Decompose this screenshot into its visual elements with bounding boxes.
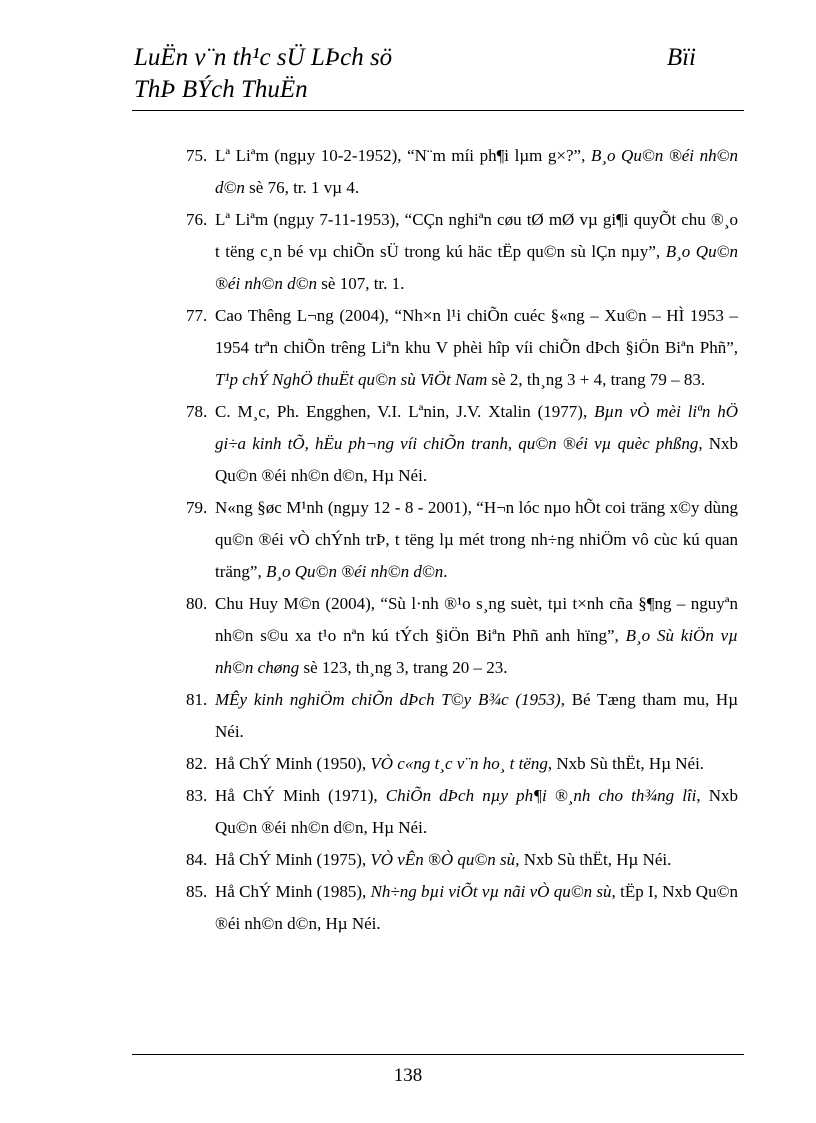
reference-text xyxy=(215,204,738,300)
reference-segment: Hå ChÝ Minh (1971), xyxy=(215,786,386,805)
reference-text xyxy=(215,492,738,588)
reference-item xyxy=(186,300,738,396)
reference-item xyxy=(186,844,738,876)
reference-number: 84. xyxy=(186,850,208,869)
reference-list xyxy=(186,140,738,940)
reference-title: B¸o Sù kiÖn vµ nh©n chøng xyxy=(215,626,738,677)
reference-segment: Lª Liªm (ngµy 10-2-1952), “N¨m míi ph¶i lµm g×?”, xyxy=(215,146,591,165)
reference-item xyxy=(186,684,738,748)
reference-title: MÊy kinh nghiÖm chiÕn dÞch T©y B¾c (1953) xyxy=(215,690,561,709)
reference-text xyxy=(215,748,738,780)
reference-segment: sè 76, tr. 1 vµ 4. xyxy=(244,178,360,197)
reference-title: T¹p chÝ NghÖ thuËt qu©n sù ViÖt Nam xyxy=(215,370,488,389)
reference-title: VÒ vÊn ®Ò qu©n sù xyxy=(370,850,516,869)
footer-rule xyxy=(132,1054,744,1055)
reference-text xyxy=(215,588,738,684)
reference-text xyxy=(215,780,738,844)
reference-segment: N«ng §øc M¹nh (ngµy 12 - 8 - 2001), “H¬n lóc nµo hÕt coi träng x©y dùng qu©n ®éi vÒ chÝnh trÞ, t tëng lµ mét trong nh÷ng nhiÖm vô cùc kú quan träng”, xyxy=(215,498,738,581)
page-header xyxy=(132,40,744,110)
reference-item xyxy=(186,492,738,588)
reference-item xyxy=(186,396,738,492)
reference-number: 81. xyxy=(186,690,208,709)
reference-segment: , tËp I, Nxb Qu©n ®éi nh©n d©n, Hµ Néi. xyxy=(215,882,738,933)
reference-segment: Hå ChÝ Minh (1950), xyxy=(215,754,371,773)
header-author-name: ThÞ BÝch ThuËn xyxy=(134,76,308,103)
reference-title: Nh÷ng bµi viÕt vµ nãi vÒ qu©n sù xyxy=(370,882,612,901)
reference-text xyxy=(215,300,738,396)
reference-number: 79. xyxy=(186,498,208,517)
reference-segment: , Nxb Sù thËt, Hµ Néi. xyxy=(547,754,705,773)
reference-item xyxy=(186,588,738,684)
reference-segment: Lª Liªm (ngµy 7-11-1953), “CÇn nghiªn cøu tØ mØ vµ gi¶i quyÕt chu ®¸o t tëng c¸n bé vµ chiÕn sÜ trong kú häc tËp qu©n sù lÇn nµy”, xyxy=(215,210,738,261)
reference-segment: . xyxy=(443,562,448,581)
reference-segment: C. M¸c, Ph. Engghen, V.I. Lªnin, J.V. Xtalin (1977), xyxy=(215,402,595,421)
header-title: LuËn v¨n th¹c sÜ LÞch sö xyxy=(134,44,393,71)
reference-segment: Cao Thêng L¬ng (2004), “Nh×n l¹i chiÕn cuéc §«ng – Xu©n – HÌ 1953 – 1954 trªn chiÕn trêng Liªn khu V phèi hîp víi chiÕn dÞch §iÖn Biªn Phñ”, xyxy=(215,306,738,357)
reference-segment: , Nxb Sù thËt, Hµ Néi. xyxy=(515,850,672,869)
reference-number: 77. xyxy=(186,306,208,325)
reference-segment: sè 2, th¸ng 3 + 4, trang 79 – 83. xyxy=(487,370,706,389)
reference-title: Bµn vÒ mèi liªn hÖ gi÷a kinh tÕ, hËu ph¬ng víi chiÕn tranh, qu©n ®éi vµ quèc phßng xyxy=(215,402,738,453)
reference-text xyxy=(215,684,738,748)
reference-segment: , Nxb Qu©n ®éi nh©n d©n, Hµ Néi. xyxy=(215,434,738,485)
reference-item xyxy=(186,748,738,780)
reference-number: 75. xyxy=(186,146,208,165)
reference-title: B¸o Qu©n ®éi nh©n d©n xyxy=(215,146,738,197)
reference-segment: , Nxb Qu©n ®éi nh©n d©n, Hµ Néi. xyxy=(215,786,738,837)
reference-item xyxy=(186,876,738,940)
reference-number: 80. xyxy=(186,594,208,613)
reference-title: B¸o Qu©n ®éi nh©n d©n xyxy=(215,242,738,293)
header-author-surname: Bïi xyxy=(666,44,696,71)
reference-title: VÒ c«ng t¸c v¨n ho¸ t tëng xyxy=(370,754,548,773)
reference-segment: Hå ChÝ Minh (1975), xyxy=(215,850,371,869)
reference-segment: Hå ChÝ Minh (1985), xyxy=(215,882,371,901)
reference-segment: , Bé Tæng tham mu, Hµ Néi. xyxy=(215,690,739,741)
page-number: 138 xyxy=(393,1065,423,1086)
reference-number: 85. xyxy=(186,882,208,901)
reference-number: 82. xyxy=(186,754,208,773)
reference-item xyxy=(186,140,738,204)
reference-number: 78. xyxy=(186,402,208,421)
reference-text xyxy=(215,876,738,940)
reference-title: ChiÕn dÞch nµy ph¶i ®¸nh cho th¾ng lîi xyxy=(385,786,697,805)
reference-number: 76. xyxy=(186,210,208,229)
reference-text xyxy=(215,396,738,492)
reference-item xyxy=(186,204,738,300)
reference-title: B¸o Qu©n ®éi nh©n d©n xyxy=(265,562,444,581)
reference-number: 83. xyxy=(186,786,208,805)
header-rule xyxy=(132,110,744,111)
reference-segment: Chu Huy M©n (2004), “Sù l·nh ®¹o s¸ng suèt, tµi t×nh cña §¶ng – nguyªn nh©n s©u xa t¹o nªn kú tÝch §iÖn Biªn Phñ anh hïng”, xyxy=(215,594,738,645)
reference-text xyxy=(215,140,738,204)
reference-segment: sè 123, th¸ng 3, trang 20 – 23. xyxy=(299,658,508,677)
reference-item xyxy=(186,780,738,844)
reference-text xyxy=(215,844,738,876)
reference-segment: sè 107, tr. 1. xyxy=(317,274,405,293)
